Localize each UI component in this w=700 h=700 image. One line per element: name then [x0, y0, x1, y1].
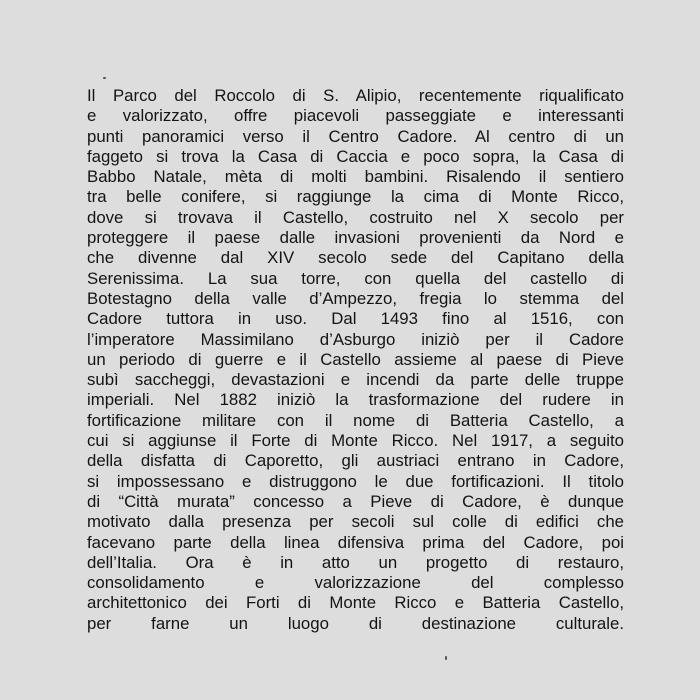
- text-line: Babbo Natale, mèta di molti bambini. Risalendo il sentiero: [87, 167, 624, 187]
- body-paragraph: [87, 86, 624, 634]
- text-line: dove si trovava il Castello, costruito nel X secolo per: [87, 207, 624, 227]
- text-line: architettonico dei Forti di Monte Ricco e Batteria Castello,: [87, 593, 624, 613]
- scan-speck-top: [103, 77, 106, 79]
- text-line: proteggere il paese dalle invasioni provenienti da Nord e: [87, 228, 624, 248]
- text-line: dell’Italia. Ora è in atto un progetto di restauro,: [87, 552, 624, 572]
- text-line: della disfatta di Caporetto, gli austriaci entrano in Cadore,: [87, 451, 624, 471]
- text-line: imperiali. Nel 1882 iniziò la trasformazione del rudere in: [87, 390, 624, 410]
- text-line: motivato dalla presenza per secoli sul colle di edifici che: [87, 512, 624, 532]
- text-line: Il Parco del Roccolo di S. Alipio, recentemente riqualificato: [87, 86, 624, 105]
- text-line: Cadore tuttora in uso. Dal 1493 fino al 1516, con: [87, 309, 624, 329]
- text-line: si impossessano e distruggono le due fortificazioni. Il titolo: [87, 471, 624, 491]
- text-line: facevano parte della linea difensiva prima del Cadore, poi: [87, 532, 624, 552]
- text-line: fortificazione militare con il nome di Batteria Castello, a: [87, 410, 624, 430]
- text-line: un periodo di guerre e il Castello assieme al paese di Pieve: [87, 349, 624, 369]
- text-line: l’imperatore Massimilano d’Asburgo iniziò per il Cadore: [87, 329, 624, 349]
- text-line: consolidamento e valorizzazione del complesso: [87, 573, 624, 593]
- text-line: Botestagno della valle d’Ampezzo, fregia lo stemma del: [87, 288, 624, 308]
- text-line: Serenissima. La sua torre, con quella del castello di: [87, 268, 624, 288]
- text-line: cui si aggiunse il Forte di Monte Ricco. Nel 1917, a seguito: [87, 431, 624, 451]
- text-line: per farne un luogo di destinazione culturale.: [87, 613, 624, 633]
- text-line: punti panoramici verso il Centro Cadore. Al centro di un: [87, 126, 624, 146]
- text-line: che divenne dal XIV secolo sede del Capitano della: [87, 248, 624, 268]
- text-line: tra belle conifere, si raggiunge la cima di Monte Ricco,: [87, 187, 624, 207]
- text-line: subì saccheggi, devastazioni e incendi da parte delle truppe: [87, 370, 624, 390]
- scan-speck-bottom: [445, 656, 447, 660]
- text-line: faggeto si trova la Casa di Caccia e poco sopra, la Casa di: [87, 146, 624, 166]
- text-line: di “Città murata” concesso a Pieve di Cadore, è dunque: [87, 491, 624, 511]
- text-line: e valorizzato, offre piacevoli passeggiate e interessanti: [87, 106, 624, 126]
